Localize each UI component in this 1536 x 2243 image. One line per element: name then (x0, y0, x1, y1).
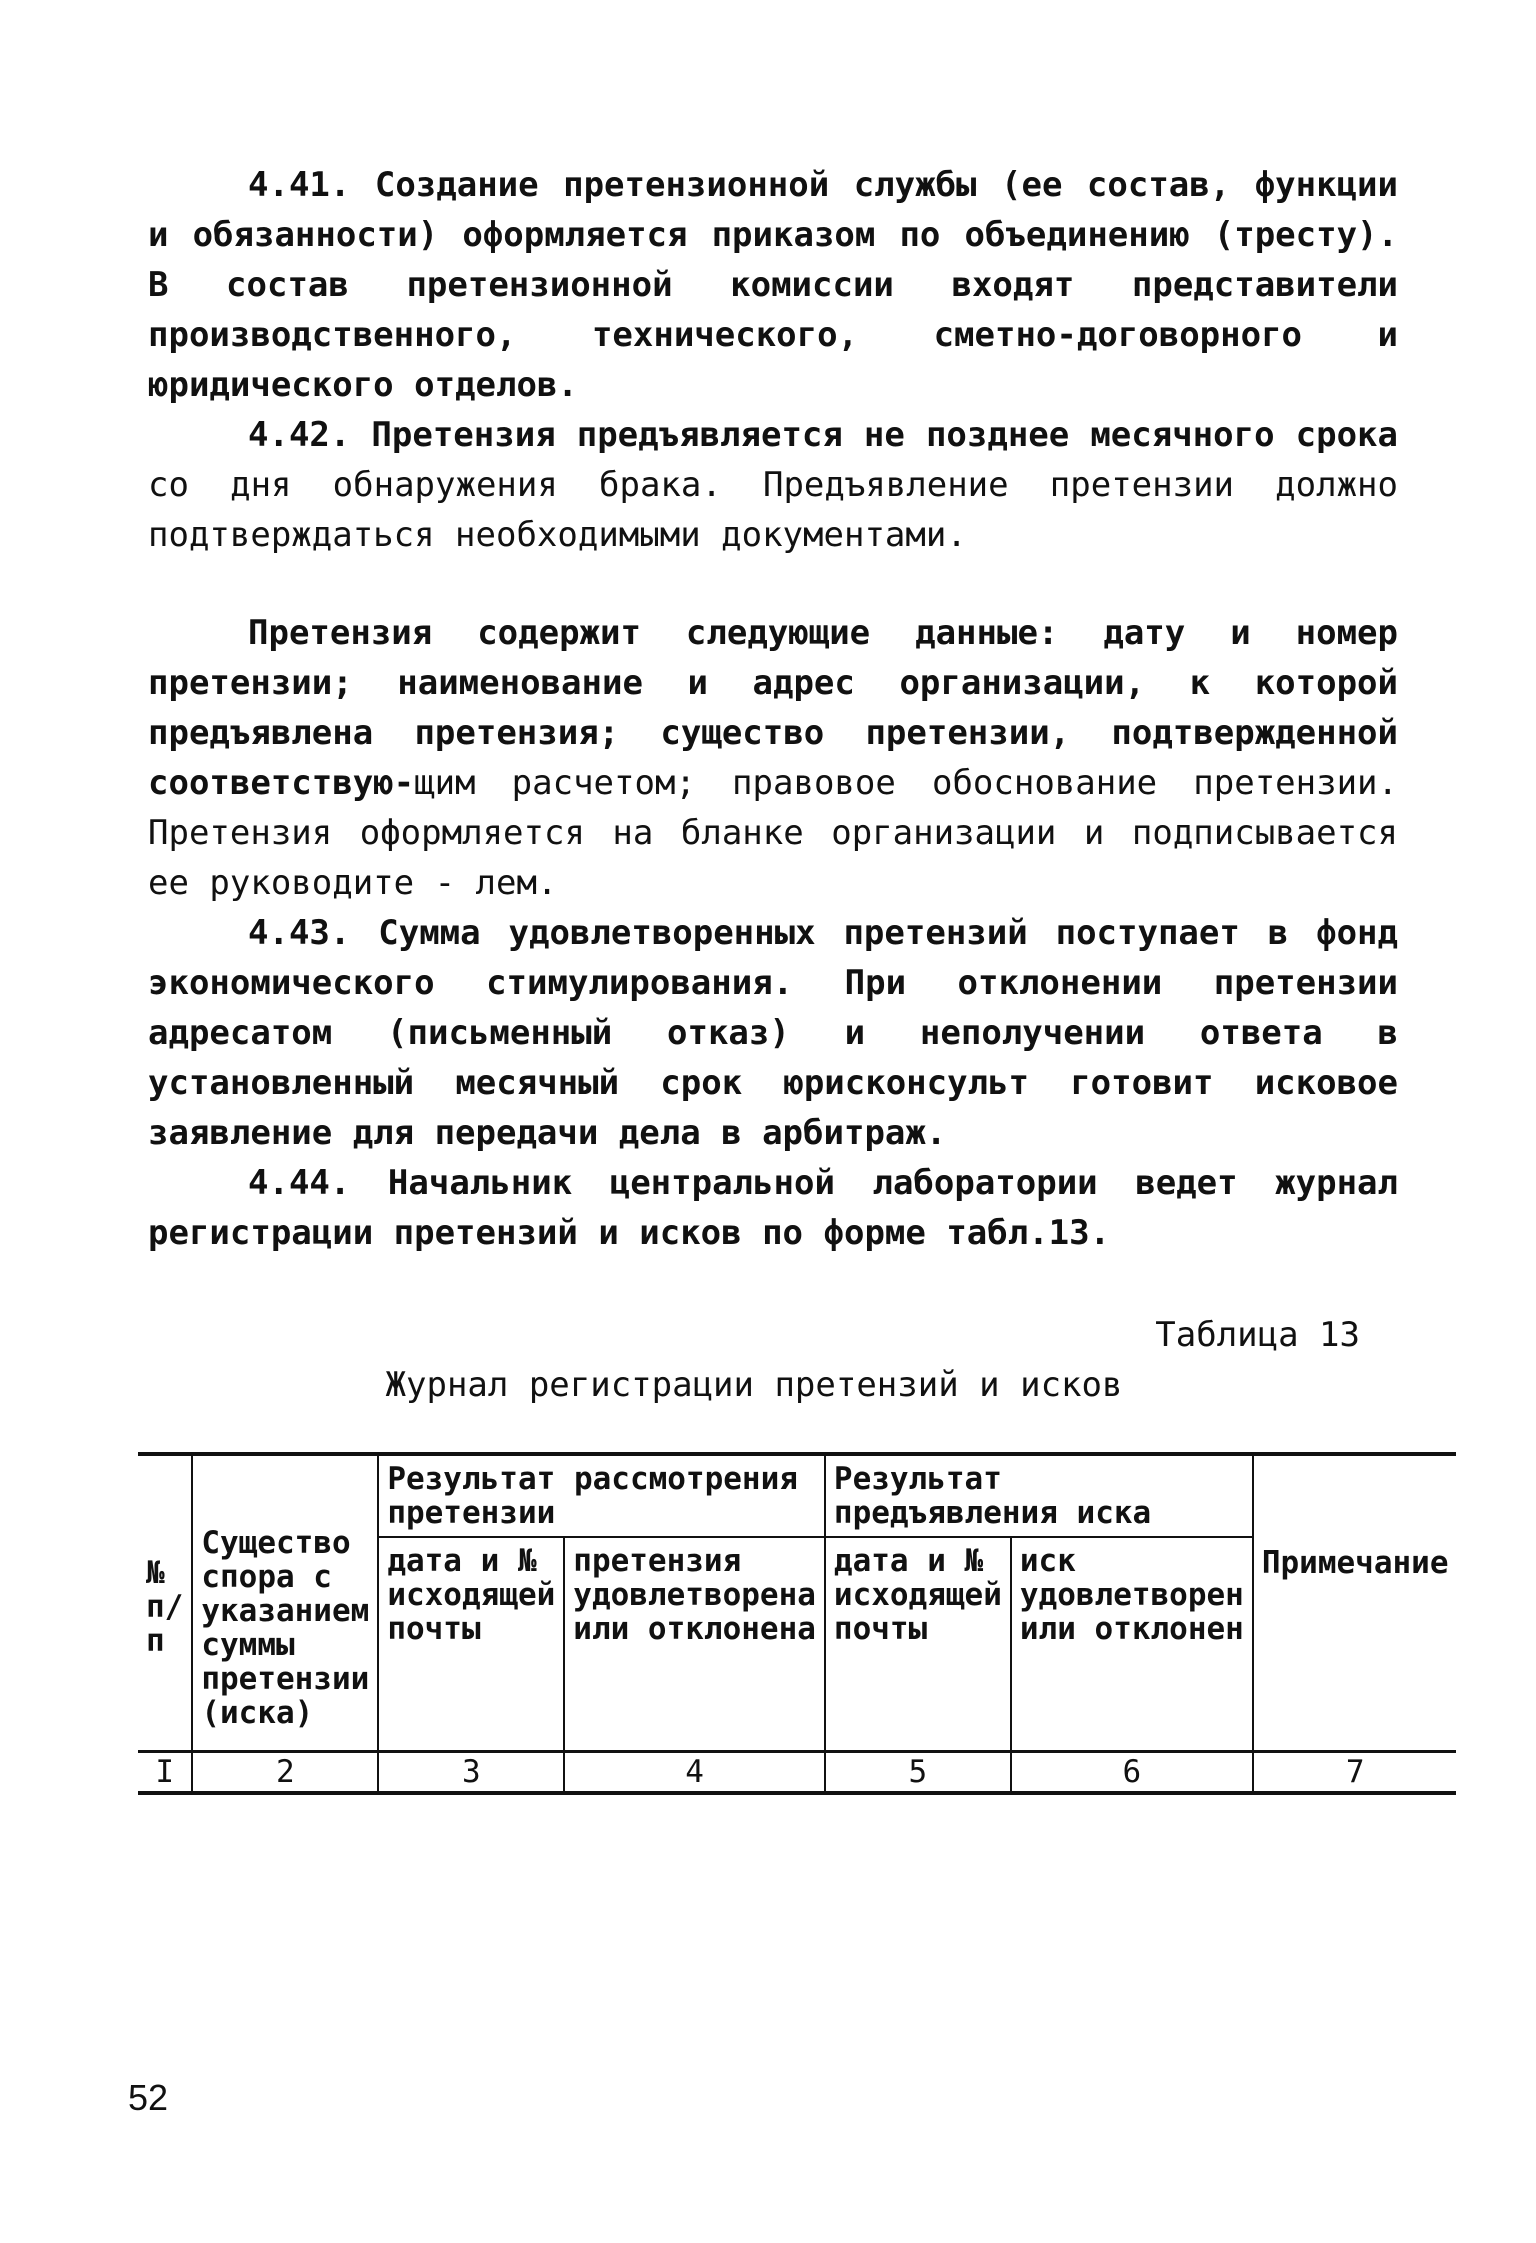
table-column-numbers (138, 1752, 1456, 1794)
header-lawsuit-result: Результат предъявления иска (825, 1454, 1253, 1537)
paragraph-4-41: 4.41. Создание претензионной службы (ее состав, функции и обязанности) оформляется приказом по объединению (тресту). В состав претензионной комиссии входят представители производственного, технического, сметно-договорного и юридического отделов. (148, 165, 1398, 405)
column-number-cell: 3 (378, 1752, 564, 1794)
paragraph-claim-content (148, 608, 1398, 908)
page-number: 52 (128, 2077, 169, 2118)
header-number: № п/п (138, 1454, 192, 1752)
header-claim-decision: претензия удовлетворена или отклонена (564, 1537, 825, 1752)
table-caption (148, 1310, 1360, 1410)
paragraph-4-44: 4.44. Начальник центральной лаборатории ведет журнал регистрации претензий и исков по форме табл.13. (148, 1163, 1398, 1253)
body-text (148, 160, 1398, 1258)
paragraph-4-43: 4.43. Сумма удовлетворенных претензий поступает в фонд экономического стимулирования. При отклонении претензии адресатом (письменный отказ) и неполучении ответа в установленный месячный срок юрисконсульт готовит исковое заявление для передачи дела в арбитраж. (148, 913, 1398, 1153)
header-claim-result: Результат рассмотрения претензии (378, 1454, 825, 1537)
column-number-cell: 4 (564, 1752, 825, 1794)
column-number-cell: 5 (825, 1752, 1011, 1794)
column-number-cell: 2 (192, 1752, 378, 1794)
column-number-cell: 6 (1011, 1752, 1253, 1794)
column-number-cell: I (138, 1752, 192, 1794)
paragraph-4-42-bold: 4.42. Претензия предъявляется не позднее месячного срока (248, 415, 1398, 455)
table-header-row (138, 1454, 1456, 1537)
header-lawsuit-date: дата и № исходящей почты (825, 1537, 1011, 1752)
registration-table (138, 1452, 1456, 1795)
paragraph-4-42 (148, 410, 1398, 560)
paragraph-claim-content-bold: Претензия содержит следующие данные: дату и номер претензии; наименование и адрес организации, к которой предъявлена претензия; существо претензии, подтвержденной соответствую- (148, 613, 1398, 803)
column-number-cell: 7 (1253, 1752, 1457, 1794)
header-claim-date: дата и № исходящей почты (378, 1537, 564, 1752)
header-lawsuit-decision: иск удовлетворен или отклонен (1011, 1537, 1253, 1752)
table-title: Журнал регистрации претензий и исков (385, 1365, 1123, 1405)
paragraph-4-42-rest: со дня обнаружения брака. Предъявление претензии должно подтверждаться необходимыми документами. (148, 465, 1398, 555)
header-note: Примечание (1253, 1454, 1457, 1752)
table-number: Таблица 13 (1155, 1315, 1360, 1355)
paragraph-claim-content-rest: щим расчетом; правовое обоснование претензии. Претензия оформляется на бланке организации и подписывается ее руководите - лем. (148, 763, 1398, 903)
header-dispute: Существо спора с указанием суммы претензии (иска) (192, 1454, 378, 1752)
